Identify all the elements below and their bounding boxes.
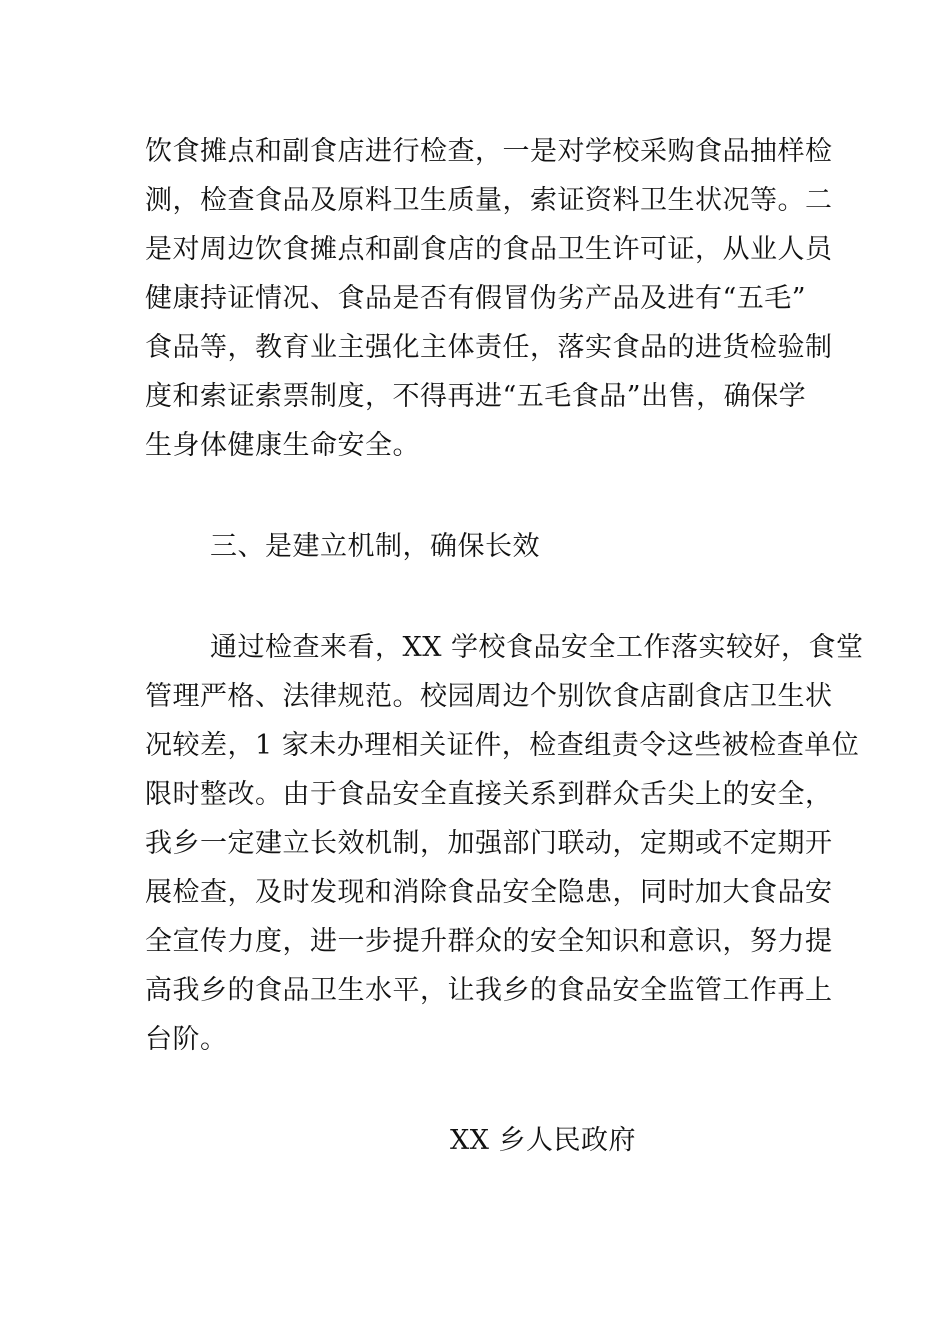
paragraph-2-line-2: 管理严格、法律规范。校园周边个别饮食店副食店卫生状 [145,681,833,712]
paragraph-2-line-8: 高我乡的食品卫生水平，让我乡的食品安全监管工作再上 [145,975,833,1006]
paragraph-2-line-1: 通过检查来看，XX 学校食品安全工作落实较好，食堂 [210,632,864,663]
paragraph-2-line-6: 展检查，及时发现和消除食品安全隐患，同时加大食品安 [145,877,833,908]
paragraph-2-line-3: 况较差，1 家未办理相关证件，检查组责令这些被检查单位 [145,730,860,761]
paragraph-2-line-7: 全宣传力度，进一步提升群众的安全知识和意识，努力提 [145,926,833,957]
signature-issuer: XX 乡人民政府 [450,1125,637,1156]
paragraph-2-line-5: 我乡一定建立长效机制，加强部门联动，定期或不定期开 [145,828,833,859]
paragraph-1-line-5: 食品等，教育业主强化主体责任，落实食品的进货检验制 [145,332,833,363]
paragraph-1-line-2: 测，检查食品及原料卫生质量，索证资料卫生状况等。二 [145,185,833,216]
paragraph-2-line-4: 限时整改。由于食品安全直接关系到群众舌尖上的安全， [145,779,833,810]
paragraph-1-line-1: 饮食摊点和副食店进行检查，一是对学校采购食品抽样检 [145,136,833,167]
section-heading: 三、是建立机制，确保长效 [210,531,540,562]
paragraph-1-line-6: 度和索证索票制度，不得再进“五毛食品”出售，确保学 [145,381,807,412]
paragraph-2-line-9: 台阶。 [145,1024,228,1055]
paragraph-1-line-4: 健康持证情况、食品是否有假冒伪劣产品及进有“五毛” [145,283,807,314]
paragraph-1-line-7: 生身体健康生命安全。 [145,430,420,461]
paragraph-1-line-3: 是对周边饮食摊点和副食店的食品卫生许可证，从业人员 [145,234,833,265]
